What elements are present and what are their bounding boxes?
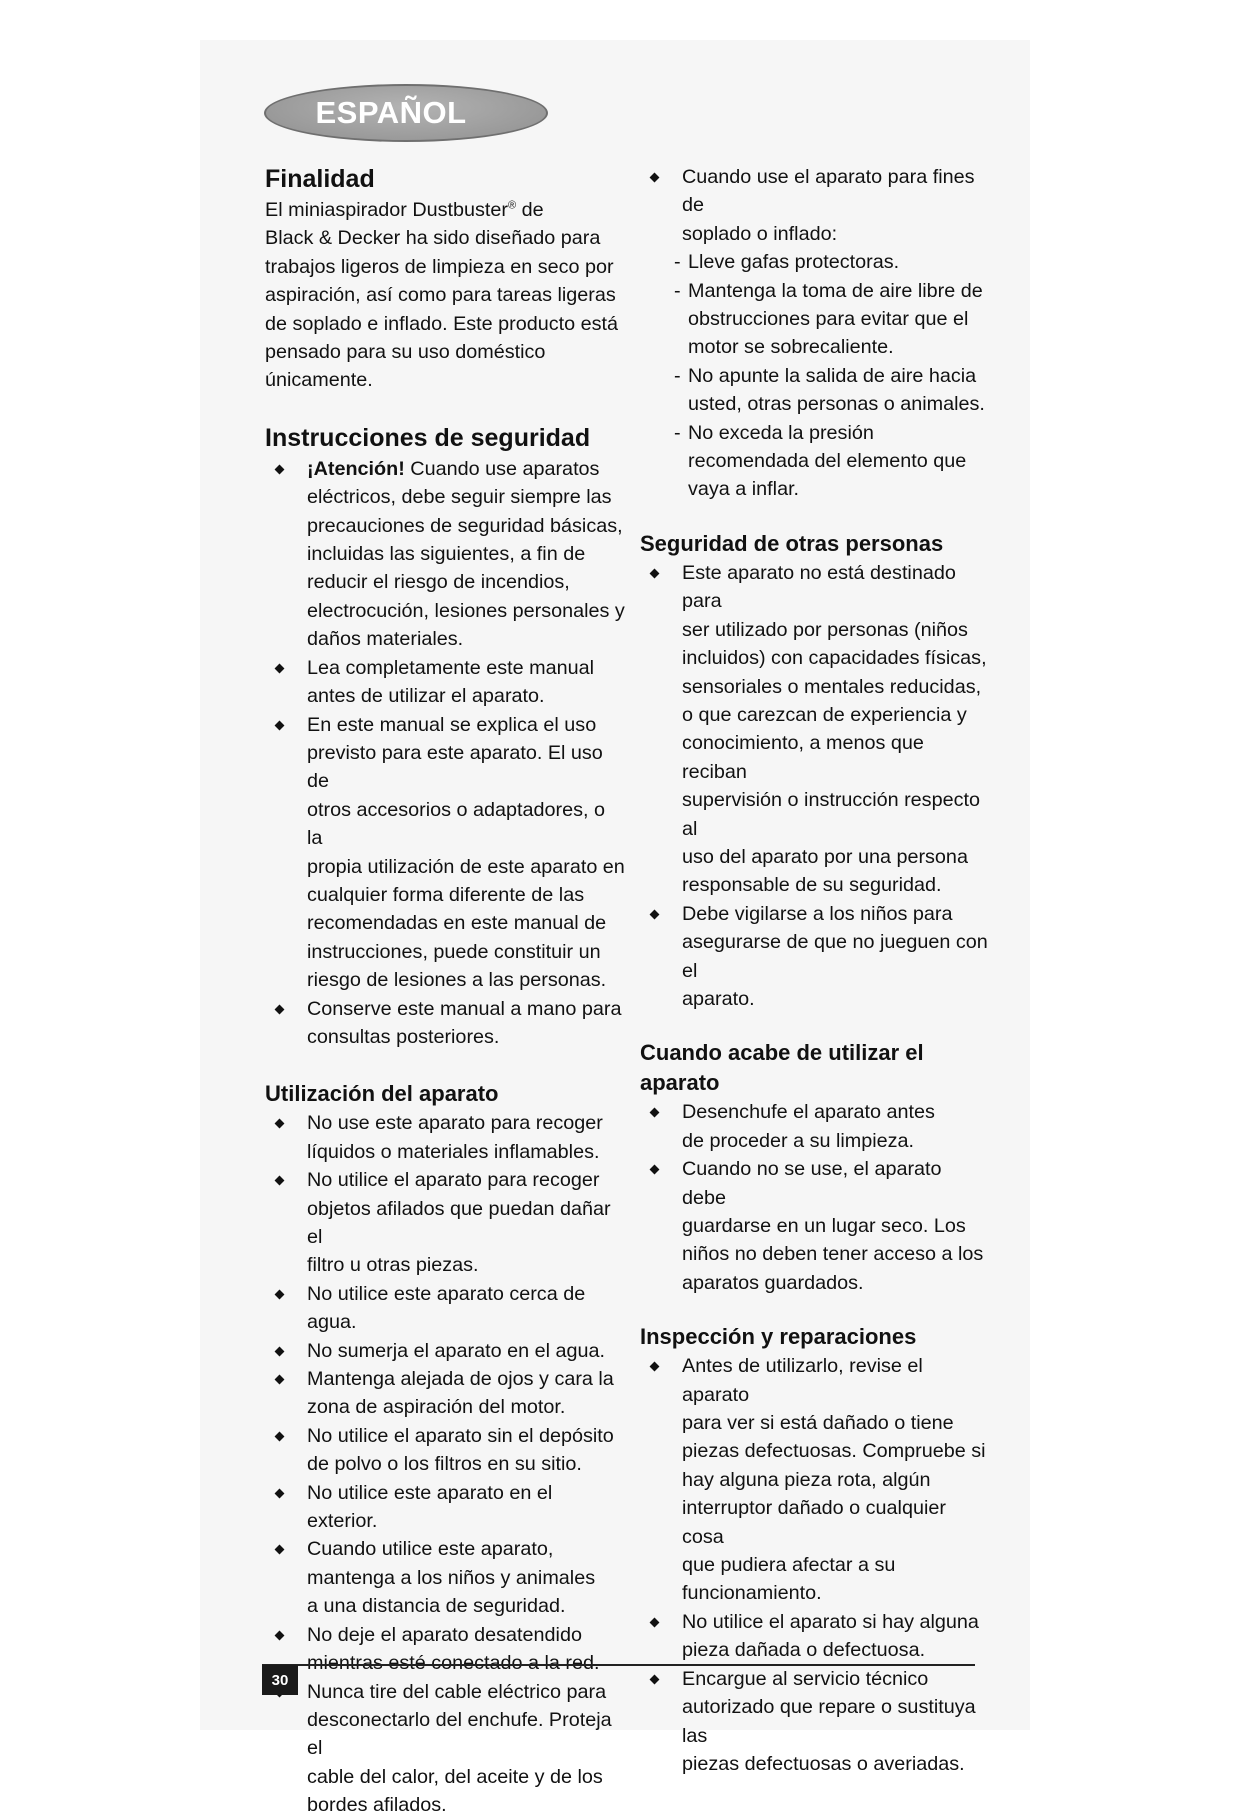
text-line: Lleve gafas protectoras. xyxy=(688,251,900,274)
text-line: que pudiera afectar a su xyxy=(682,1554,896,1577)
language-badge xyxy=(264,84,548,142)
text-line: previsto para este aparato. El uso de xyxy=(307,741,603,793)
text-line: consultas posteriores. xyxy=(307,1025,500,1048)
section-title-finalidad: Finalidad xyxy=(265,165,375,193)
text-line: trabajos ligeros de limpieza en seco por xyxy=(265,255,614,278)
text-line: soplado o inflado: xyxy=(682,222,838,245)
dash-marker: - xyxy=(674,251,681,274)
text-line: vaya a inflar. xyxy=(688,478,800,501)
list-item xyxy=(276,711,625,995)
list-item xyxy=(651,163,990,248)
dash-item xyxy=(640,362,990,419)
footer-rule xyxy=(262,1664,975,1666)
list-item xyxy=(276,1535,625,1620)
dash-item xyxy=(640,277,990,362)
dash-item xyxy=(640,419,990,504)
bullet-icon xyxy=(650,1362,660,1372)
otras-personas-list xyxy=(640,559,990,1014)
bullet-icon xyxy=(275,1375,285,1385)
bullet-icon xyxy=(275,720,285,730)
language-label: ESPAÑOL xyxy=(315,95,467,130)
text-line: aspiración, así como para tareas ligeras xyxy=(265,284,616,307)
section-title-inspeccion: Inspección y reparaciones xyxy=(640,1324,917,1350)
text-line: obstrucciones para evitar que el xyxy=(688,308,969,331)
bullet-icon xyxy=(275,663,285,673)
text-line: autorizado que repare o sustituya las xyxy=(682,1696,976,1747)
text-line: responsable de su seguridad. xyxy=(682,874,942,897)
text-line: cable del calor, del aceite y de los xyxy=(307,1765,603,1788)
text-line: Cuando acabe de utilizar el xyxy=(640,1040,924,1066)
text-line: Este aparato no está destinado para xyxy=(682,561,956,613)
text-line: guardarse en un lugar seco. Los xyxy=(682,1215,966,1237)
text-line: daños materiales. xyxy=(307,628,464,651)
page-number: 30 xyxy=(262,1665,298,1695)
text-line: riesgo de lesiones a las personas. xyxy=(307,969,607,992)
text-line: pensado para su uso doméstico xyxy=(265,341,546,364)
list-item xyxy=(276,1109,625,1166)
bullet-icon xyxy=(275,1431,285,1441)
dash-marker: - xyxy=(674,421,681,444)
text-line: reducir el riesgo de incendios, xyxy=(307,571,570,594)
text-line: aparatos guardados. xyxy=(682,1271,864,1294)
list-item xyxy=(276,995,625,1052)
bullet-icon xyxy=(275,464,285,474)
text-line: precauciones de seguridad básicas, xyxy=(307,514,623,537)
text-line: Lea completamente este manual xyxy=(307,656,595,679)
list-item xyxy=(651,1608,990,1665)
right-column xyxy=(640,163,990,1778)
text-line: únicamente. xyxy=(265,369,373,392)
list-item xyxy=(276,1280,625,1337)
text-line: Black & Decker ha sido diseñado para xyxy=(265,227,601,250)
text-line: usted, otras personas o animales. xyxy=(688,393,985,416)
acabe-list xyxy=(640,1098,990,1297)
list-item xyxy=(276,1365,625,1422)
item-line: ¡Atención! Cuando use aparatos xyxy=(307,457,600,480)
text-line: piezas defectuosas o averiadas. xyxy=(682,1752,965,1775)
finalidad-body xyxy=(265,224,625,394)
list-item xyxy=(651,1155,990,1297)
instrucciones-more-list xyxy=(265,654,625,1052)
bullet-icon xyxy=(650,173,660,183)
bullet-icon xyxy=(275,1346,285,1356)
text-line: de soplado e inflado. Este producto está xyxy=(265,312,619,335)
text-line: filtro u otras piezas. xyxy=(307,1254,479,1277)
text-line: pieza dañada o defectuosa. xyxy=(682,1639,926,1662)
text-line: Encargue al servicio técnico xyxy=(682,1667,929,1690)
text-line: No utilice el aparato si hay alguna xyxy=(682,1610,979,1633)
text-line: No utilice el aparato para recoger xyxy=(307,1169,600,1192)
section-title-otras-personas: Seguridad de otras personas xyxy=(640,530,944,556)
text-line: Debe vigilarse a los niños para xyxy=(682,902,953,925)
text-line: No use este aparato para recoger xyxy=(307,1112,603,1135)
section-title-acabe xyxy=(640,1038,990,1098)
text-line: hay alguna pieza rota, algún xyxy=(682,1468,931,1491)
text-line: No exceda la presión xyxy=(688,421,874,444)
list-item xyxy=(651,900,990,1014)
dash-marker: - xyxy=(674,279,681,302)
text-line: propia utilización de este aparato en xyxy=(307,855,625,878)
list-item xyxy=(276,1422,625,1479)
bullet-icon xyxy=(275,1119,285,1129)
text-line: de polvo o los filtros en su sitio. xyxy=(307,1453,582,1476)
text-line: objetos afilados que puedan dañar el xyxy=(307,1197,611,1248)
text-line: Cuando use el aparato para fines de xyxy=(682,166,975,217)
text-line: Conserve este manual a mano para xyxy=(307,997,622,1020)
text-line: mantenga a los niños y animales xyxy=(307,1566,596,1589)
text-line: conocimiento, a menos que reciban xyxy=(682,732,924,783)
text-line: líquidos o materiales inflamables. xyxy=(307,1140,600,1163)
text-line: Desenchufe el aparato antes xyxy=(682,1101,935,1124)
list-item xyxy=(651,1098,990,1155)
text-line: Antes de utilizarlo, revise el aparato xyxy=(682,1355,923,1406)
utilizacion-list xyxy=(265,1109,625,1819)
soplado-dash-list xyxy=(640,248,990,504)
bullet-icon xyxy=(650,1165,660,1175)
text-line: Nunca tire del cable eléctrico para xyxy=(307,1680,607,1703)
bullet-icon xyxy=(275,1004,285,1014)
text-line: ser utilizado por personas (niños xyxy=(682,618,968,641)
text-line: desconectarlo del enchufe. Proteja el xyxy=(307,1708,612,1760)
text-line: niños no deben tener acceso a los xyxy=(682,1243,984,1266)
text-line: Mantenga la toma de aire libre de xyxy=(688,279,983,302)
bullet-icon xyxy=(650,909,660,919)
instrucciones-list xyxy=(265,455,625,654)
soplado-list xyxy=(640,163,990,248)
bullet-icon xyxy=(275,1289,285,1299)
text-line: No sumerja el aparato en el agua. xyxy=(307,1339,606,1362)
bullet-icon xyxy=(650,1617,660,1627)
text-line: electrocución, lesiones personales y xyxy=(307,599,625,622)
text-line: No apunte la salida de aire hacia xyxy=(688,364,977,387)
left-column xyxy=(265,164,625,1820)
finalidad-line: El miniaspirador Dustbuster® de xyxy=(265,199,544,221)
text-line: No utilice este aparato cerca de agua. xyxy=(307,1282,586,1334)
text-line: para ver si está dañado o tiene xyxy=(682,1412,954,1435)
text-line: aparato. xyxy=(682,987,755,1010)
bullet-icon xyxy=(650,568,660,578)
text-line: incluidas las siguientes, a fin de xyxy=(307,543,586,566)
text-line: de proceder a su limpieza. xyxy=(682,1129,915,1152)
list-item xyxy=(276,1621,625,1678)
text-line: En este manual se explica el uso xyxy=(307,713,597,736)
list-item xyxy=(276,1337,625,1365)
text-line: antes de utilizar el aparato. xyxy=(307,685,545,708)
list-item xyxy=(651,1665,990,1779)
text-line: Cuando utilice este aparato, xyxy=(307,1538,554,1561)
inspeccion-list xyxy=(640,1352,990,1778)
text-line: interruptor dañado o cualquier cosa xyxy=(682,1497,946,1548)
list-item xyxy=(276,1166,625,1280)
text-line: cualquier forma diferente de las xyxy=(307,883,585,906)
text-line: zona de aspiración del motor. xyxy=(307,1396,566,1419)
text-line: Mantenga alejada de ojos y cara la xyxy=(307,1368,614,1391)
text-line: motor se sobrecaliente. xyxy=(688,336,894,359)
text-line: Cuando no se use, el aparato debe xyxy=(682,1158,942,1209)
text-line: o que carezcan de experiencia y xyxy=(682,703,967,726)
text-line: No deje el aparato desatendido xyxy=(307,1623,582,1646)
text-line: supervisión o instrucción respecto al xyxy=(682,789,980,840)
text-line: No utilice el aparato sin el depósito xyxy=(307,1424,614,1447)
list-item xyxy=(276,1479,625,1536)
list-item xyxy=(276,1678,625,1820)
text-line: recomendadas en este manual de xyxy=(307,912,607,935)
text-line: recomendada del elemento que xyxy=(688,450,967,473)
text-line: asegurarse de que no jueguen con el xyxy=(682,931,988,982)
bullet-icon xyxy=(275,1630,285,1640)
bullet-icon xyxy=(275,1488,285,1498)
bullet-icon xyxy=(650,1108,660,1118)
text-line: eléctricos, debe seguir siempre las xyxy=(307,486,612,509)
bullet-icon xyxy=(275,1545,285,1555)
dash-marker: - xyxy=(674,364,681,387)
list-item xyxy=(276,455,625,654)
section-title-instrucciones: Instrucciones de seguridad xyxy=(265,423,591,452)
text-line: No utilice este aparato en el exterior. xyxy=(307,1481,553,1533)
text-line: instrucciones, puede constituir un xyxy=(307,940,601,963)
text-line: a una distancia de seguridad. xyxy=(307,1595,566,1618)
bullet-icon xyxy=(650,1674,660,1684)
text-line: sensoriales o mentales reducidas, xyxy=(682,675,982,698)
dash-item xyxy=(640,248,990,276)
text-line: uso del aparato por una persona xyxy=(682,845,968,868)
text-line: bordes afilados. xyxy=(307,1794,447,1817)
section-title-utilizacion: Utilización del aparato xyxy=(265,1081,499,1107)
list-item xyxy=(276,654,625,711)
text-line: incluidos) con capacidades físicas, xyxy=(682,647,987,670)
list-item xyxy=(651,1352,990,1608)
bullet-icon xyxy=(275,1176,285,1186)
text-line: aparato xyxy=(640,1070,720,1096)
text-line: funcionamiento. xyxy=(682,1582,822,1605)
text-line: piezas defectuosas. Compruebe si xyxy=(682,1440,986,1463)
text-line: otros accesorios o adaptadores, o la xyxy=(307,798,605,850)
list-item xyxy=(651,559,990,900)
